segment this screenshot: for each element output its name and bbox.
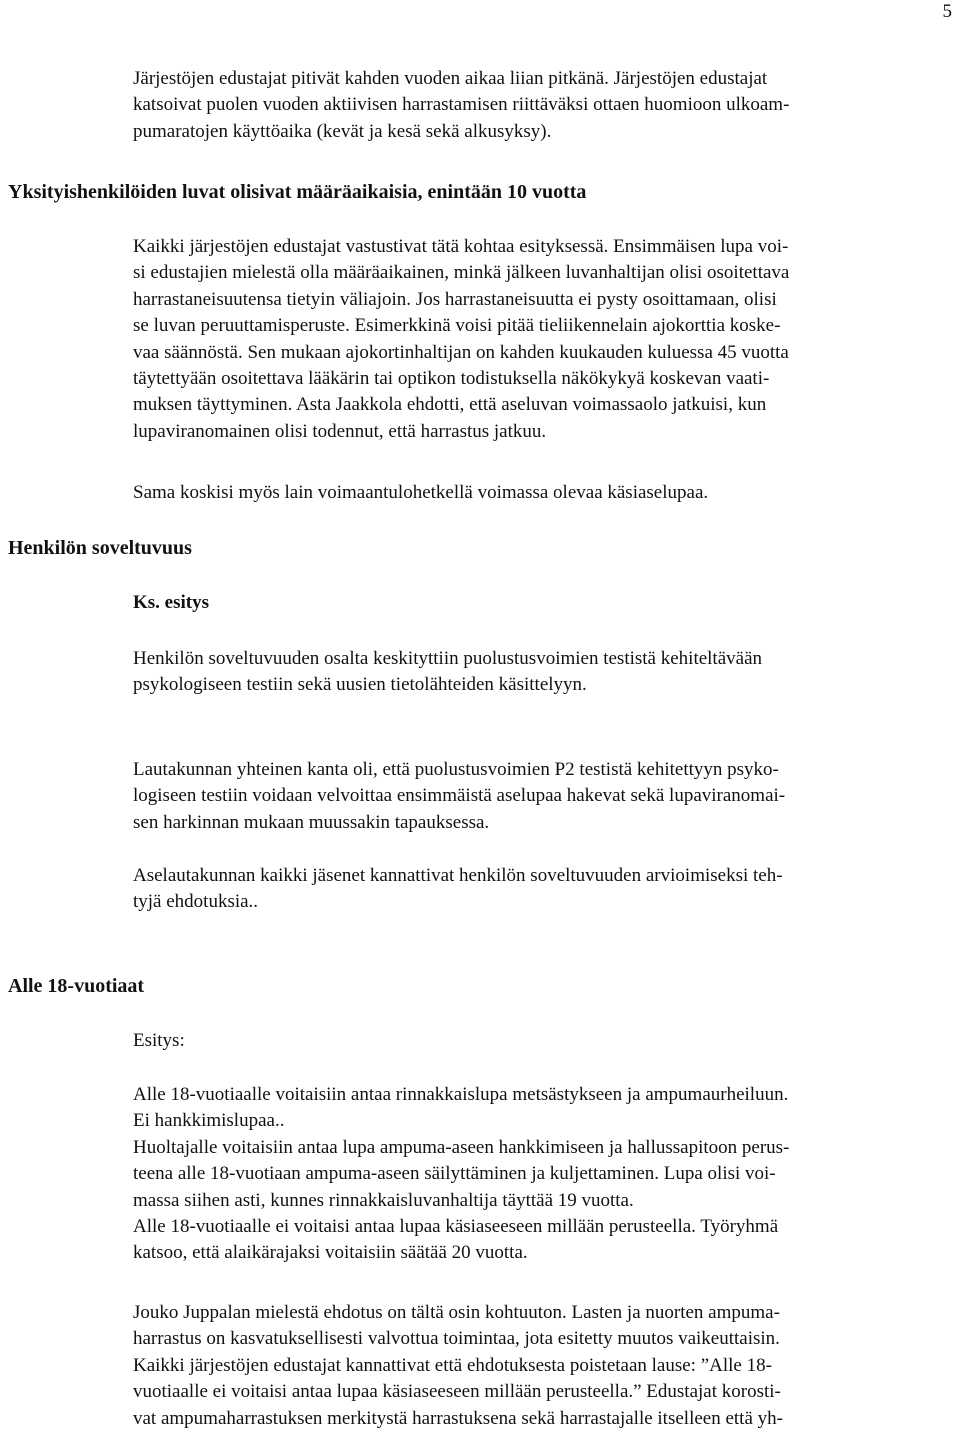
paragraph-lautakunnan-kanta: Lautakunnan yhteinen kanta oli, että puolustusvoimien P2 testistä kehitettyyn psyko- logiseen testiin voidaan velvoittaa ensimmäistä aselupaa hakevat sekä lupaviranomai- sen harkinnan mukaan muussakin tapauksessa. (133, 759, 786, 833)
heading-henkilon-soveltuvuus: Henkilön soveltuvuus (8, 537, 192, 559)
heading-luvat-maaraaikaisia: Yksityishenkilöiden luvat olisivat määräaikaisia, enintään 10 vuotta (8, 181, 587, 203)
paragraph-intro: Järjestöjen edustajat pitivät kahden vuoden aikaa liian pitkänä. Järjestöjen edustajat katsoivat puolen vuoden aktiivisen harrastamisen riittäväksi ottaen huomioon ulkoam- pumaratojen käyttöaika (kevät ja kesä sekä alkusyksy). (133, 68, 790, 142)
paragraph-sama-koskisi: Sama koskisi myös lain voimaantulohetkellä voimassa olevaa käsiaselupaa. (133, 482, 709, 503)
paragraph-kaikki-jarjestojen: Kaikki järjestöjen edustajat vastustivat tätä kohtaa esityksessä. Ensimmäisen lupa voi- si edustajien mielestä olla määräaikainen, minkä jälkeen luvanhaltijan olisi osoitettava harrastaneisuutensa tietyin väliajoin. Jos harrastaneisuutta ei pysty osoittamaan, olisi se luvan peruuttamisperuste. Esimerkkinä voisi pitää tieliikennelain ajokorttia koske- vaa säännöstä. Sen mukaan ajokortinhaltijan on kahden kuukauden kuluessa 45 vuotta täytettyään osoitettava lääkärin tai optikon todistuksella näkökykyä koskevan vaati- muksen täyttyminen. Asta Jaakkola ehdotti, että aseluvan voimassaolo jatkuisi, kun lupaviranomainen olisi todennut, että harrastus jatkuu. (133, 236, 790, 442)
paragraph-soveltuvuuden-osalta: Henkilön soveltuvuuden osalta keskityttiin puolustusvoimien testistä kehiteltävään psykologiseen testiin sekä uusien tietolähteiden käsittelyyn. (133, 648, 763, 696)
page-number: 5 (942, 1, 952, 22)
paragraph-ks-esitys: Ks. esitys (133, 592, 209, 613)
paragraph-jouko-juppala: Jouko Juppalan mielestä ehdotus on tältä osin kohtuuton. Lasten ja nuorten ampuma- harrastus on kasvatuksellisesti valvottua toimintaa, jota esitetty muutos vaikeuttaisin. Kaikki järjestöjen edustajat kannattivat että ehdotuksesta poistetaan lause: ”Alle 18- vuotiaalle ei voitaisi antaa lupaa käsiaseeseen millään perusteella.” Edustajat korosti- vat ampumaharrastuksen merkitystä harrastuksena sekä harrastajalle itselleen että yh- (133, 1302, 783, 1429)
heading-alle-18-vuotiaat: Alle 18-vuotiaat (8, 975, 145, 997)
paragraph-esitys-label: Esitys: (133, 1030, 185, 1051)
paragraph-aselautakunnan-jasenet: Aselautakunnan kaikki jäsenet kannattivat henkilön soveltuvuuden arvioimiseksi teh- tyjä ehdotuksia.. (133, 865, 783, 913)
paragraph-alle18-rinnakkaislupa: Alle 18-vuotiaalle voitaisiin antaa rinnakkaislupa metsästykseen ja ampumaurheiluun. Ei hankkimislupaa.. Huoltajalle voitaisiin antaa lupa ampuma-aseen hankkimiseen ja hallussapitoon perus- teena alle 18-vuotiaan ampuma-aseen säilyttäminen ja kuljettaminen. Lupa olisi voi- massa siihen asti, kunnes rinnakkaisluvanhaltija täyttää 19 vuotta. Alle 18-vuotiaalle ei voitaisi antaa lupaa käsiaseeseen millään perusteella. Työryhmä katsoo, että alaikärajaksi voitaisiin säätää 20 vuotta. (133, 1084, 790, 1264)
